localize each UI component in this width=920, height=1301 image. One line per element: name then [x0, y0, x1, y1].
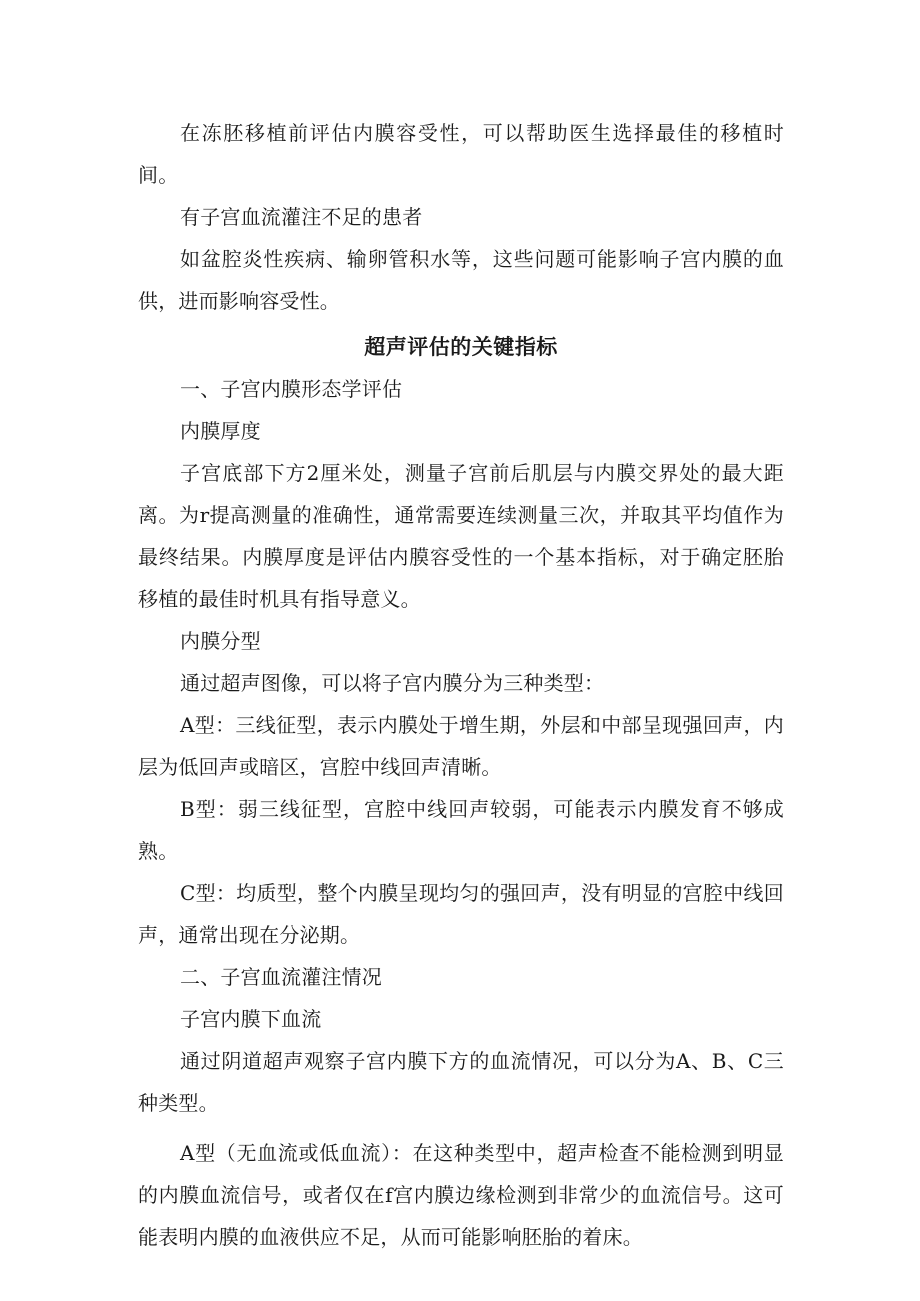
paragraph: 通过阴道超声观察子宫内膜下方的血流情况，可以分为A、B、C三种类型。 — [138, 1049, 784, 1115]
paragraph: 在冻胚移植前评估内膜容受性，可以帮助医生选择最佳的移植时间。 — [138, 121, 784, 187]
paragraph: 通过超声图像，可以将子宫内膜分为三种类型： — [180, 671, 605, 695]
document-page — [138, 112, 784, 1258]
paragraph: A型（无血流或低血流）：在这种类型中，超声检查不能检测到明显的内膜血流信号，或者仅在f宫内膜边缘检测到非常少的血流信号。这可能表明内膜的血液供应不足，从而可能影响胚胎的着床。 — [138, 1141, 784, 1249]
paragraph: 如盆腔炎性疾病、输卵管积水等，这些问题可能影响子宫内膜的血供，进而影响容受性。 — [138, 247, 784, 313]
paragraph: B型：弱三线征型，宫腔中线回声较弱，可能表示内膜发育不够成熟。 — [138, 797, 784, 863]
paragraph: 有子宫血流灌注不足的患者 — [180, 205, 423, 229]
paragraph: 子宫底部下方2厘米处，测量子宫前后肌层与内膜交界处的最大距离。为r提高测量的准确性，通常需要连续测量三次，并取其平均值作为最终结果。内膜厚度是评估内膜容受性的一个基本指标，对于确定胚胎移植的最佳时机具有指导意义。 — [138, 461, 784, 611]
item-heading: 内膜分型 — [180, 629, 261, 653]
subsection-heading: 一、子宫内膜形态学评估 — [180, 377, 403, 401]
paragraph: A型：三线征型，表示内膜处于增生期，外层和中部呈现强回声，内层为低回声或暗区，宫腔中线回声清晰。 — [138, 713, 784, 779]
subsection-heading: 二、子宫血流灌注情况 — [180, 965, 382, 989]
item-heading: 子宫内膜下血流 — [180, 1007, 322, 1031]
paragraph: C型：均质型，整个内膜呈现均匀的强回声，没有明显的宫腔中线回声，通常出现在分泌期。 — [138, 881, 784, 947]
item-heading: 内膜厚度 — [180, 419, 261, 443]
section-title: 超声评估的关键指标 — [364, 335, 558, 359]
